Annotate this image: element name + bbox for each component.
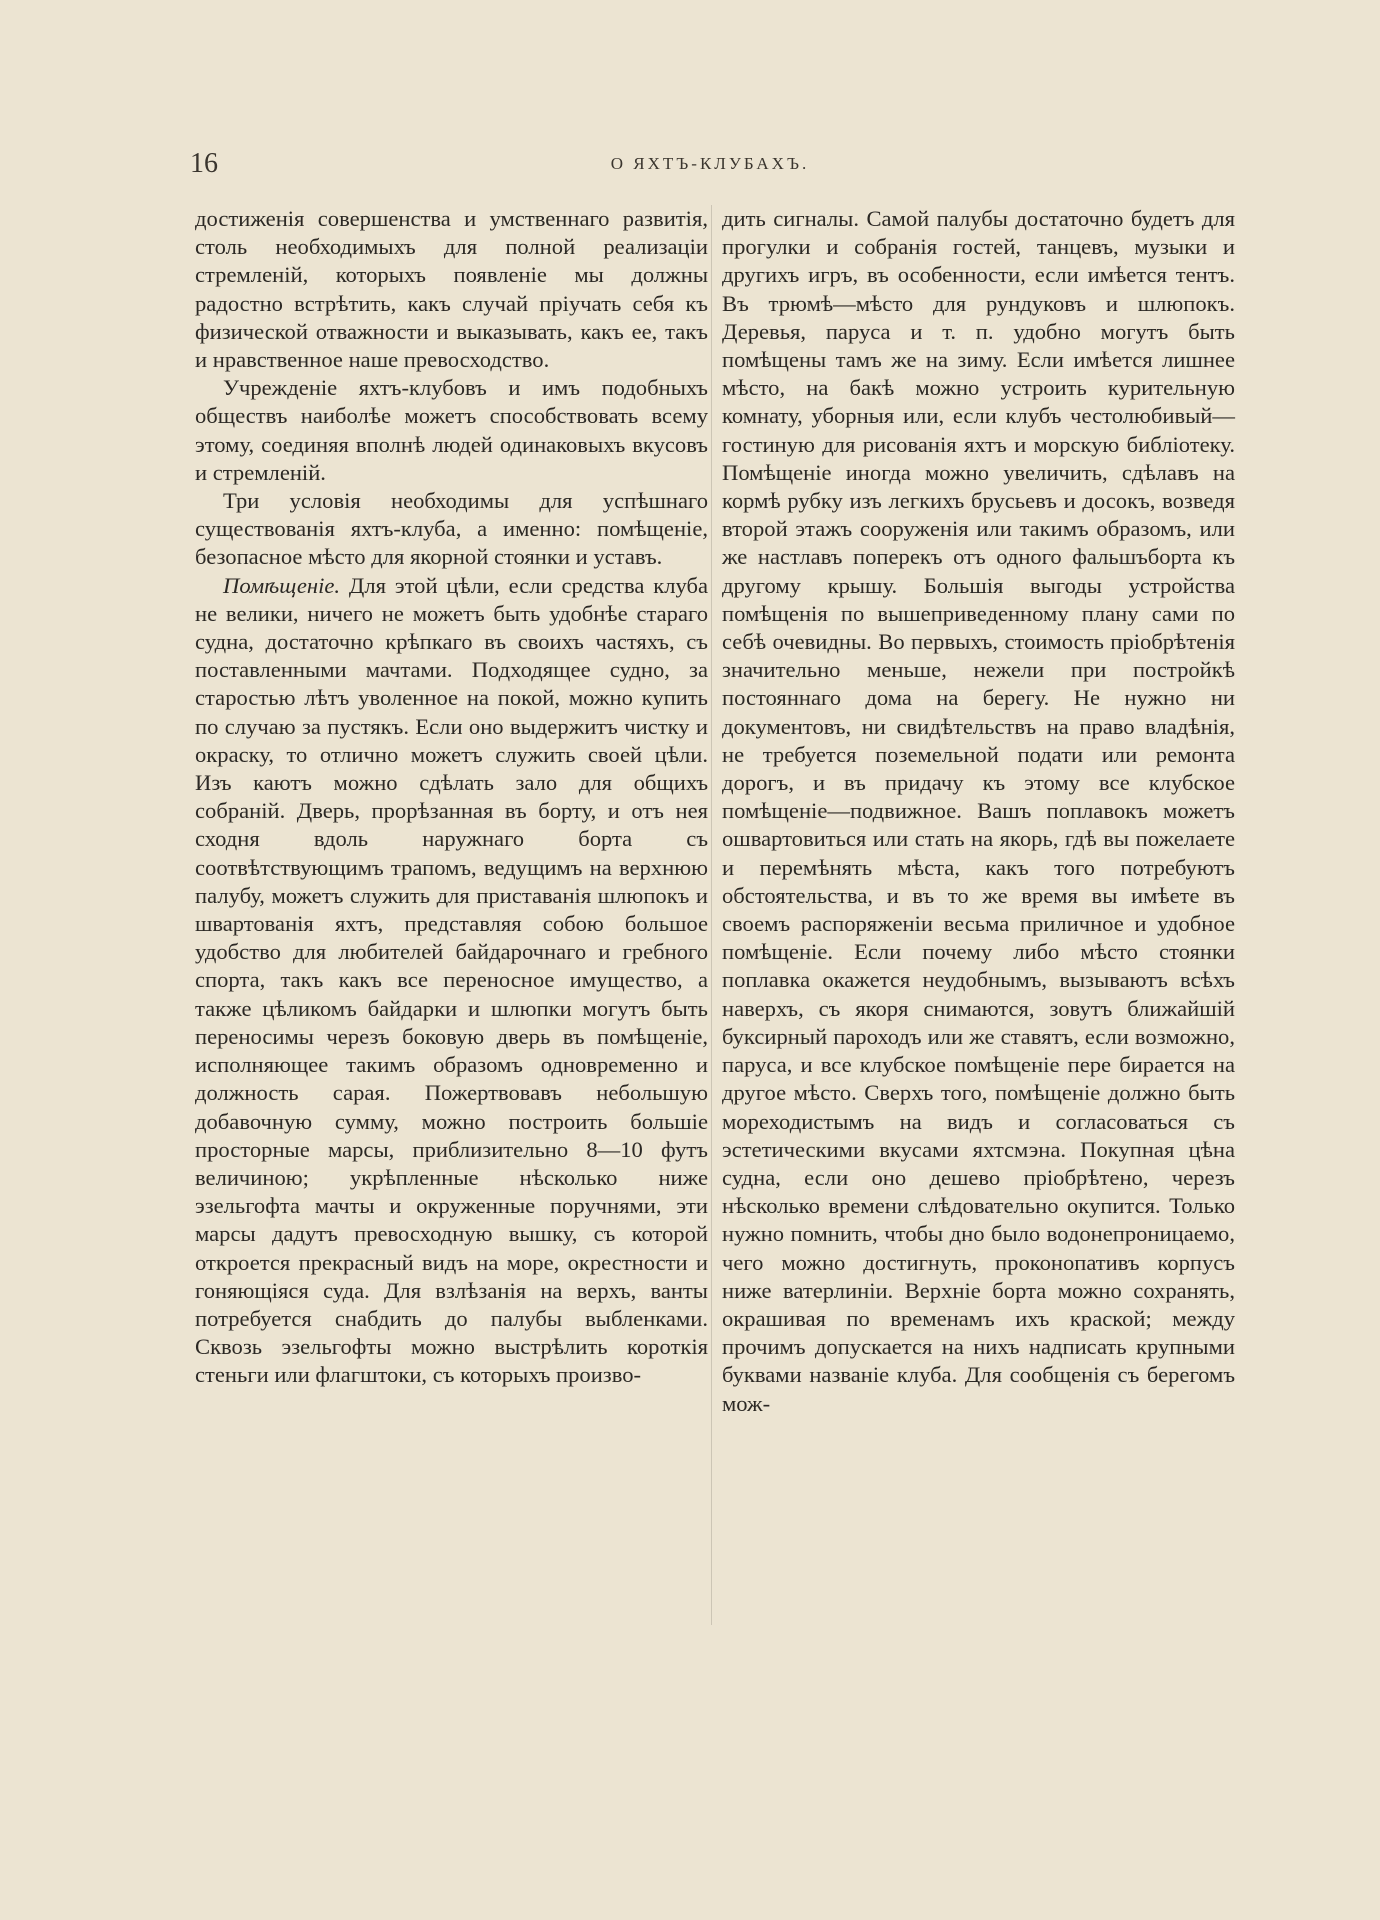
paragraph-left-3: Три условія необходимы для успѣшнаго существованія яхтъ-клуба, а именно: помѣщеніе, безопасное мѣсто для якорной стоянки и уставъ. — [195, 488, 708, 570]
left-text-column — [195, 205, 708, 1390]
paragraph-right-1: дить сигналы. Самой палубы достаточно будетъ для прогулки и собранія гостей, танцевъ, музыки и другихъ игръ, въ особенности, если имѣется тентъ. Въ трюмѣ—мѣсто для рундуковъ и шлюпокъ. Деревья, паруса и т. п. удобно могутъ быть помѣщены тамъ же на зиму. Если имѣется лишнее мѣсто, на бакѣ можно устроить курительную комнату, уборныя или, если клубъ честолюбивый—гостиную для рисованія яхтъ и морскую библіотеку. Помѣщеніе иногда можно увеличить, сдѣлавъ на кормѣ рубку изъ легкихъ брусьевъ и досокъ, возведя второй этажъ сооруженія или такимъ образомъ, или же настлавъ поперекъ отъ одного фальшъборта къ другому крышу. Большія выгоды устройства помѣщенія по вышеприведенному плану сами по себѣ очевидны. Во первыхъ, стоимость пріобрѣтенія значительно меньше, нежели при постройкѣ постояннаго дома на берегу. Не нужно ни документовъ, ни свидѣтельствъ на право владѣнія, не требуется поземельной подати или ремонта дорогъ, и въ придачу къ этому все клубское помѣщеніе—подвижное. Вашъ поплавокъ можетъ ошвартовиться или стать на якорь, гдѣ вы пожелаете и перемѣнять мѣста, какъ того потребуютъ обстоятельства, и въ то же время вы имѣете въ своемъ распоряженіи весьма приличное и удобное помѣщеніе. Если почему либо мѣсто стоянки поплавка окажется неудобнымъ, вызываютъ всѣхъ наверхъ, съ якоря снимаются, зовутъ ближайшій буксирный пароходъ или же ставятъ, если возможно, паруса, и все клубское помѣщеніе пере бирается на другое мѣсто. Сверхъ того, помѣщеніе должно быть мореходистымъ на видъ и согласоваться съ эстетическими вкусами яхтсмэна. Покупная цѣна судна, если оно дешево пріобрѣтено, черезъ нѣсколько времени слѣдовательно окупится. Только нужно помнить, чтобы дно было водонепроницаемо, чего можно достигнуть, проконопативъ корпусъ ниже ватерлиніи. Верхніе борта можно сохранять, окрашивая по временамъ ихъ краской; между прочимъ допускается на нихъ надписать крупными буквами названіе клуба. Для сообщенія съ берегомъ мож- — [722, 206, 1235, 1416]
page-number: 16 — [190, 148, 218, 179]
paragraph-left-1: достиженія совершенства и умственнаго развитія, столь необходимыхъ для полной реализаціи стремленій, которыхъ появленіе мы должны радостно встрѣтить, какъ случай пріучать себя къ физической отважности и выказывать, какъ ее, такъ и нравственное наше превосходство. — [195, 206, 708, 373]
running-title: О ЯХТЪ-КЛУБАХЪ. — [610, 154, 810, 173]
running-head — [190, 148, 1230, 188]
column-divider — [711, 205, 712, 1625]
right-text-column — [722, 205, 1235, 1418]
section-lead-pomeshchenie: Помѣщеніе. — [223, 572, 341, 598]
paragraph-left-4 — [195, 572, 708, 1390]
paragraph-left-2: Учрежденіе яхтъ-клубовъ и имъ подобныхъ обществъ наиболѣе можетъ способствовать всему этому, соединяя вполнѣ людей одинаковыхъ вкусовъ и стремленій. — [195, 375, 708, 485]
paragraph-left-4-text: Для этой цѣли, если средства клуба не велики, ничего не можетъ быть удобнѣе стараго судна, достаточно крѣпкаго въ своихъ частяхъ, съ поставленными мачтами. Подходящее судно, за старостью лѣтъ уволенное на покой, можно купить по случаю за пустякъ. Если оно выдержитъ чистку и окраску, то отлично можетъ служить своей цѣли. Изъ каютъ можно сдѣлать зало для общихъ собраній. Дверь, прорѣзанная въ борту, и отъ нея сходня вдоль наружнаго борта съ соотвѣтствующимъ трапомъ, ведущимъ на верхнюю палубу, можетъ служить для приставанія шлюпокъ и швартованія яхтъ, представляя собою большое удобство для любителей байдарочнаго и гребного спорта, такъ какъ все переносное имущество, а также цѣликомъ байдарки и шлюпки могутъ быть переносимы черезъ боковую дверь въ помѣщеніе, исполняющее такимъ образомъ одновременно и должность сарая. Пожертвовавъ небольшую добавочную сумму, можно построить большіе просторные марсы, приблизительно 8—10 футъ величиною; укрѣпленные нѣсколько ниже эзельгофта мачты и окруженные поручнями, эти марсы дадутъ превосходную вышку, съ которой откроется прекрасный видъ на море, окрестности и гоняющіяся суда. Для взлѣзанія на верхъ, ванты потребуется снабдить до палубы выбленками. Сквозь эзельгофты можно выстрѣлить короткія стеньги или флагштоки, съ которыхъ произво- — [195, 572, 708, 1388]
